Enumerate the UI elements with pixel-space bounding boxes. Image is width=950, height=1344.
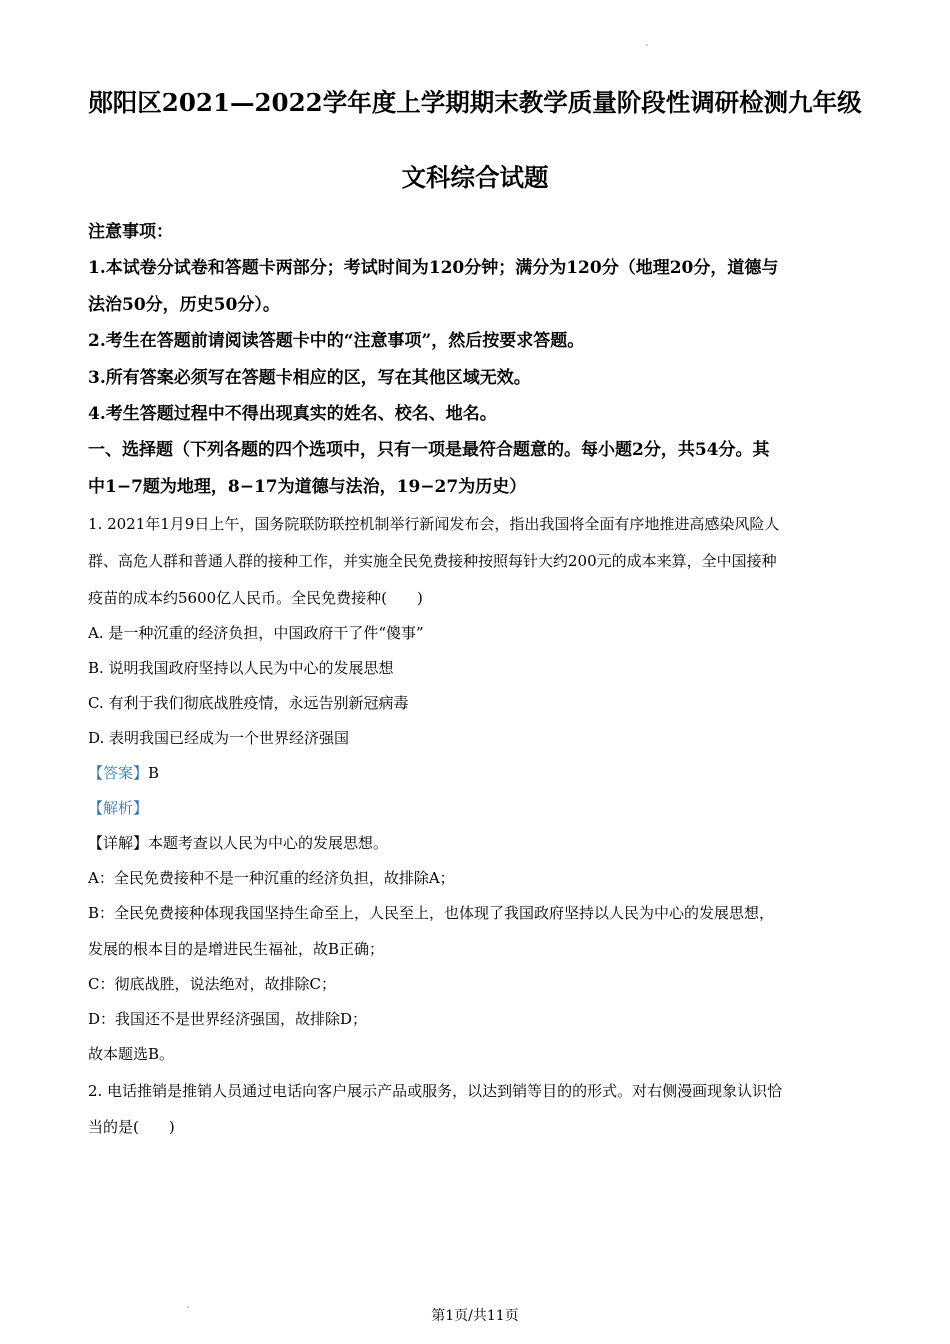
question-1-option-a: A. 是一种沉重的经济负担，中国政府干了件“傻事” <box>88 624 424 642</box>
question-2-stem: 2. 电话推销是推销人员通过电话向客户展示产品或服务，以达到销等目的的形式。对右侧漫画现象认识恰 <box>88 1082 783 1100</box>
notice-item: 2.考生在答题前请阅读答题卡中的“注意事项”，然后按要求答题。 <box>88 331 585 351</box>
detail-tag: 【详解】 <box>88 834 149 852</box>
page-number: 第1页/共11页 <box>431 1308 519 1324</box>
question-1-option-b: B. 说明我国政府坚持以人民为中心的发展思想 <box>88 659 394 677</box>
notice-heading: 注意事项： <box>88 222 173 242</box>
explanation-line: C：彻底战胜，说法绝对，故排除C； <box>88 975 336 993</box>
document-subtitle: 文科综合试题 <box>401 163 549 192</box>
notice-item: 3.所有答案必须写在答题卡相应的区，写在其他区域无效。 <box>88 368 531 388</box>
section-heading: 中1−7题为地理，8−17为道德与法治，19−27为历史） <box>88 477 527 497</box>
explanation-line: 故本题选B。 <box>88 1045 175 1063</box>
explanation-line: 发展的根本目的是增进民生福祉，故B正确； <box>88 940 385 958</box>
question-1-option-c: C. 有利于我们彻底战胜疫情，永远告别新冠病毒 <box>88 694 409 712</box>
notice-item: 1.本试卷分试卷和答题卡两部分；考试时间为120分钟；满分为120分（地理20分，道德与 <box>88 258 779 278</box>
question-1-stem: 疫苗的成本约5600亿人民币。全民免费接种( ) <box>88 589 423 607</box>
question-1-stem: 1. 2021年1月9日上午，国务院联防联控机制举行新闻发布会，指出我国将全面有序地推进高感染风险人 <box>88 515 780 533</box>
notice-item: 4.考生答题过程中不得出现真实的姓名、校名、地名。 <box>88 404 497 424</box>
detail-text: 本题考查以人民为中心的发展思想。 <box>148 834 389 852</box>
question-2-stem: 当的是( ) <box>88 1118 175 1136</box>
answer-tag: 【答案】 <box>88 764 149 782</box>
explanation-line: B：全民免费接种体现我国坚持生命至上，人民至上，也体现了我国政府坚持以人民为中心的发展思想， <box>88 904 775 922</box>
analysis-tag: 【解析】 <box>88 799 149 817</box>
document-title: 郧阳区2021—2022学年度上学期期末教学质量阶段性调研检测九年级 <box>88 88 862 117</box>
explanation-line: A：全民免费接种不是一种沉重的经济负担，故排除A； <box>88 869 455 887</box>
question-1-option-d: D. 表明我国已经成为一个世界经济强国 <box>88 729 350 747</box>
explanation-line: D：我国还不是世界经济强国，故排除D； <box>88 1010 368 1028</box>
notice-item: 法治50分，历史50分）。 <box>88 295 280 315</box>
answer-value: B <box>148 764 160 782</box>
scan-speck <box>646 44 648 46</box>
section-heading: 一、选择题（下列各题的四个选项中，只有一项是最符合题意的。每小题2分，共54分。其 <box>88 440 770 460</box>
answer-line <box>88 761 868 785</box>
detail-line <box>88 831 868 855</box>
question-1-stem: 群、高危人群和普通人群的接种工作，并实施全民免费接种按照每针大约200元的成本来算，全中国接种 <box>88 552 777 570</box>
analysis-line <box>88 796 868 820</box>
